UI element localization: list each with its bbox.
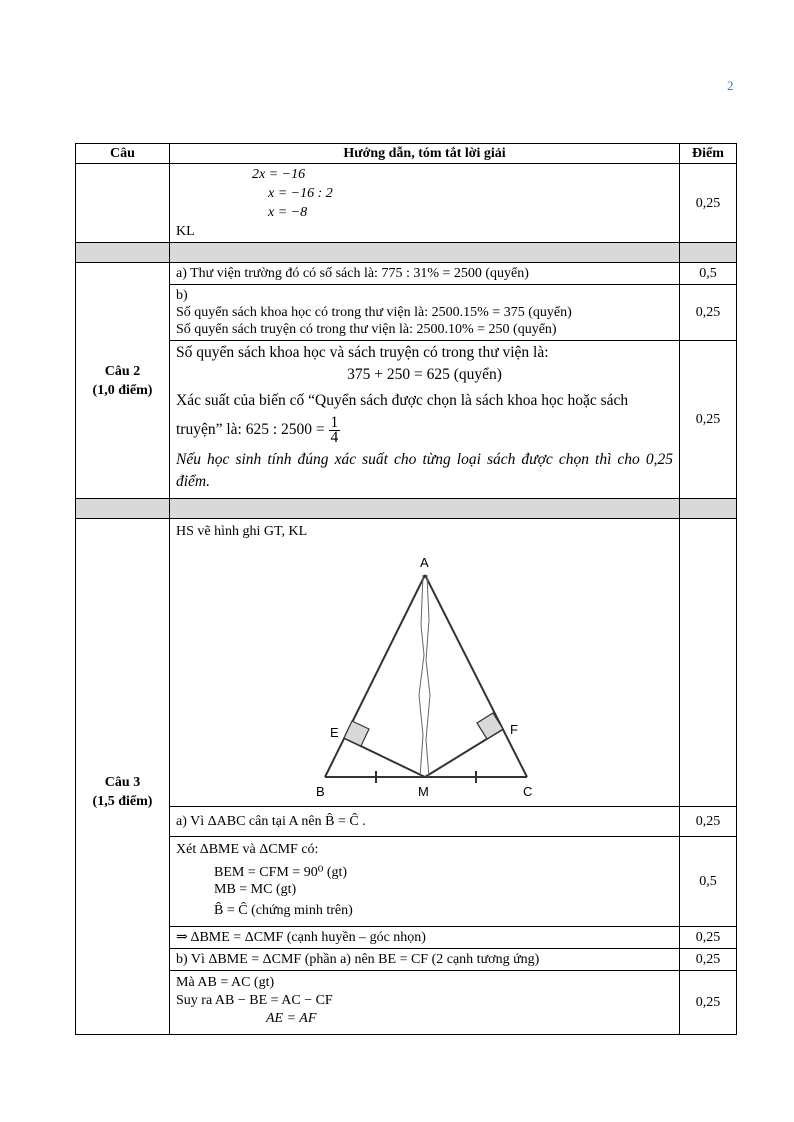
question-number: Câu 3: [104, 775, 141, 790]
solution-cell: ⇒ ΔBME = ΔCMF (cạnh huyền – góc nhọn): [170, 927, 680, 949]
solution-cell: [170, 285, 680, 341]
conclusion-text: KL: [176, 224, 195, 239]
text-line: a) Vì ΔABC cân tại A nên B̂ = Ĉ .: [176, 814, 366, 829]
label-c: C: [523, 784, 533, 799]
question-2-label: [76, 263, 170, 499]
score-cell: 0,25: [680, 807, 737, 837]
separator-row: [76, 243, 737, 263]
header-cau: Câu: [76, 144, 170, 164]
cau-cell-empty: [76, 164, 170, 243]
figure-cell: [170, 519, 680, 807]
question-points: (1,0 điểm): [92, 382, 153, 398]
solution-cell: [170, 341, 680, 499]
score-cell: 0,5: [680, 837, 737, 927]
label-e: E: [330, 725, 339, 740]
solution-cell: b) Vì ΔBME = ΔCMF (phần a) nên BE = CF (2 cạnh tương ứng): [170, 949, 680, 971]
text-line: Suy ra AB − BE = AC − CF: [176, 993, 333, 1008]
text-line: Số quyển sách truyện có trong thư viện là: 2500.10% = 250 (quyển): [176, 322, 557, 337]
right-angle-mark-e: [344, 721, 369, 746]
text-line: Xét ΔBME và ΔCMF có:: [176, 842, 319, 857]
grading-note: Nếu học sinh tính đúng xác suất cho từng loại sách được chọn thì cho 0,25 điểm.: [176, 451, 673, 490]
solution-cell: [170, 807, 680, 837]
triangle-figure: [176, 545, 676, 803]
right-angle-mark-f: [477, 713, 503, 739]
header-diem: Điểm: [680, 144, 737, 164]
label-b: B: [316, 784, 325, 799]
table-row: [76, 285, 737, 341]
text-line: 375 + 250 = 625 (quyển): [347, 366, 502, 383]
table-row: [76, 949, 737, 971]
solution-cell: [170, 164, 680, 243]
table-row: [76, 263, 737, 285]
table-row: [76, 164, 737, 243]
solution-cell: [170, 971, 680, 1035]
label-m: M: [418, 784, 429, 799]
label-a: A: [420, 555, 429, 570]
score-cell: 0,25: [680, 927, 737, 949]
text-line: Mà AB = AC (gt): [176, 975, 275, 990]
probability-text: truyện” là: 625 : 2500 =: [176, 421, 325, 439]
text-line: B̂ = Ĉ (chứng minh trên): [214, 903, 353, 918]
solution-cell: [170, 837, 680, 927]
text-line: Số quyển sách khoa học có trong thư viện là: 2500.15% = 375 (quyển): [176, 305, 572, 320]
text-line: MB = MC (gt): [214, 882, 297, 897]
side-ab: [325, 575, 425, 777]
equation-line: x = −8: [268, 205, 308, 220]
score-cell: 0,5: [680, 263, 737, 285]
table-row: [76, 519, 737, 807]
label-f: F: [510, 722, 518, 737]
table-row: [76, 807, 737, 837]
median-am-sketch: [419, 575, 424, 777]
question-points: (1,5 điểm): [92, 794, 153, 809]
equation-line: x = −16 : 2: [268, 186, 333, 201]
page-number: 2: [727, 78, 734, 93]
score-cell: 0,25: [680, 164, 737, 243]
question-3-label: [76, 519, 170, 1035]
figure-caption: HS vẽ hình ghi GT, KL: [176, 524, 308, 539]
table-header-row: [76, 144, 737, 164]
fraction-denominator: 4: [330, 429, 339, 446]
score-cell-empty: [680, 519, 737, 807]
table-row: [76, 341, 737, 499]
score-cell: 0,25: [680, 949, 737, 971]
text-line: AE = AF: [266, 1011, 317, 1026]
text-line: Xác suất của biến cố “Quyển sách được chọn là sách khoa học hoặc sách: [176, 392, 629, 409]
table-row: [76, 971, 737, 1035]
solution-table: [75, 143, 737, 1035]
score-cell: 0,25: [680, 341, 737, 499]
median-am-sketch: [426, 575, 430, 777]
text-line: BEM = CFM = 90⁰ (gt): [214, 865, 348, 880]
table-row: [76, 927, 737, 949]
text-line: [176, 416, 673, 445]
score-cell: 0,25: [680, 285, 737, 341]
fraction: [329, 416, 341, 445]
table-row: [76, 837, 737, 927]
text-line: Số quyển sách khoa học và sách truyện có trong thư viện là:: [176, 344, 549, 361]
score-cell: 0,25: [680, 971, 737, 1035]
separator-row: [76, 499, 737, 519]
solution-cell: a) Thư viện trường đó có số sách là: 775 : 31% = 2500 (quyển): [170, 263, 680, 285]
question-number: Câu 2: [104, 363, 141, 379]
fraction-numerator: 1: [330, 414, 339, 431]
equation-line: 2x = −16: [252, 167, 306, 182]
part-label: b): [176, 288, 188, 303]
header-huong-dan: Hướng dẫn, tóm tắt lời giải: [170, 144, 680, 164]
